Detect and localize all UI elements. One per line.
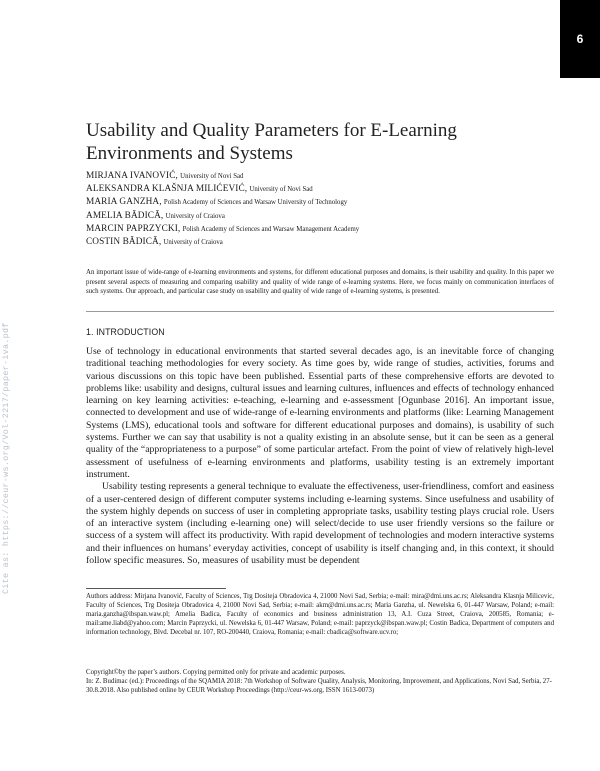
author-affiliation: Polish Academy of Sciences and Warsaw Management Academy: [182, 225, 360, 233]
author-affiliation: University of Craiova: [165, 212, 225, 220]
section-heading-introduction: 1. INTRODUCTION: [86, 327, 165, 337]
abstract-divider: [86, 311, 554, 312]
author-name: MARCIN PAPRZYCKI: [86, 223, 178, 234]
author-list: [86, 170, 546, 249]
author-affiliation: University of Novi Sad: [180, 173, 244, 180]
author-name: MARIA GANZHA: [86, 197, 160, 208]
footnote-divider: [86, 588, 226, 589]
abstract: An important issue of wide-range of e-learning environments and systems, for different educational purposes and domains, is their usability and quality. In this paper we present several aspects of measuring and comparing usability and quality of wide range of e-learning systems. Here, we focus mainly on communication interfaces of such systems. Our approach, and particular case study on usability and quality of wide range of e-learning systems, is presented.: [86, 269, 554, 295]
author-entry: MARCIN PAPRZYCKI, Polish Academy of Sciences and Warsaw Management Academy: [86, 223, 360, 234]
page-number: 6: [576, 32, 584, 46]
paper-title: Usability and Quality Parameters for E-Learning Environments and Systems: [86, 120, 457, 164]
introduction-body: [86, 346, 554, 567]
authors-address-footnote: Authors address: Mirjana Ivanović, Faculty of Sciences, Trg Dositeja Obradovica 4, 21000 Novi Sad, Serbia; e-mail: mira@dmi.uns.ac.rs; Aleksandra Klasnja Milicevic, Faculty of Sciences, Trg Dositeja Obradovica 4, 21000 Novi Sad, Serbia; e-mail: akm@dmi.uns.ac.rs; Maria Ganzha, ul. Newelska 6, 01-447 Warsaw, Poland; e-mail: maria.ganzha@ibspan.waw.pl; Amelia Badica, Faculty of economics and business administration 13, A.I. Cuza Street, Craiova, 200585, Romania; e-mail:ame.liabd@yahoo.com; Marcin Paprzycki, ul. Newelska 6, 01-447 Warsaw, Poland; e-mail: paprzyck@ibspan.waw.pl; Costin Badica, Department of computers and information technology, Blvd. Decebal nr. 107, RO-200440, Craiova, Romania; e-mail: cbadica@software.ucv.ro;: [86, 593, 554, 637]
author-name: MIRJANA IVANOVIĆ: [86, 171, 176, 181]
author-name: AMELIA BĂDICĂ: [86, 210, 161, 221]
author-entry: MIRJANA IVANOVIĆ, University of Novi Sad: [86, 171, 244, 181]
body-paragraph: Usability testing represents a general technique to evaluate the effectiveness, user-friendliness, comfort and easiness of a user-centered design of different computer systems including e-learning systems. Since usefulness and usability of the system highly depends on success of user in completing appropriate tasks, usability testing plays crucial role. Users of an interactive system (including e-learning one) will select/decide to use user friendly versions so the failure or success of a system will affect its productivity. With rapid development of technologies and modern interactive systems and their influences on humans’ everyday activities, concept of usability is itself changing and, in this context, it should follow specific measures. So, measures of usability must be dependent: [86, 481, 554, 567]
copyright-notice: [86, 668, 554, 695]
author-affiliation: University of Craiova: [163, 239, 223, 247]
author-entry: AMELIA BĂDICĂ, University of Craiova: [86, 210, 225, 221]
author-name: COSTIN BĂDICĂ: [86, 237, 159, 248]
body-paragraph: Use of technology in educational environments that started several decades ago, is an inevitable force of changing traditional teaching methodologies for every society. As time goes by, wide range of studies, activities, forums and various discussions on this topic have been published. Essential parts of these comprehensive efforts are devoted to problems like: usability and designs, cultural issues and learning cultures, influences and effects of technology enhanced learning on key learning activities: e-teaching, e-learning and e-assessment [Ogunbase 2016]. An important issue, connected to development and use of wide-range of e-learning environments and platforms (like: Learning Management Systems (LMS), educational tools and software for different educational purposes and domains), is usability of such systems. Further we can say that usability is not a quality existing in an absolute sense, but it can be seen as a general quality of the “appropriateness to a purpose” of some particular artefact. From the point of view of relatively high-level assessment of usefulness of e-learning environments and platforms, usability testing is an extremely important instrument.: [86, 346, 554, 480]
proceedings-line: In: Z. Budimac (ed.): Proceedings of the SQAMIA 2018: 7th Workshop of Software Quality, Analysis, Monitoring, Improvement, and Applications, Novi Sad, Serbia, 27-30.8.2018. Also published online by CEUR Workshop Proceedings (http://ceur-ws.org, ISSN 1613-0073): [86, 678, 552, 695]
copyright-line: Copyright©by the paper’s authors. Copying permitted only for private and academic purposes.: [86, 669, 346, 676]
author-name: ALEKSANDRA KLAŠNJA MILIĆEVIĆ: [86, 184, 245, 195]
author-affiliation: University of Novi Sad: [249, 186, 313, 194]
author-affiliation: Polish Academy of Sciences and Warsaw University of Technology: [163, 199, 348, 207]
author-entry: COSTIN BĂDICĂ, University of Craiova: [86, 237, 223, 248]
page-number-tab: [560, 0, 600, 78]
author-entry: MARIA GANZHA, Polish Academy of Sciences and Warsaw University of Technology: [86, 197, 348, 208]
author-entry: ALEKSANDRA KLAŠNJA MILIĆEVIĆ, University of Novi Sad: [86, 184, 313, 195]
side-watermark: Cite as: https://ceur-ws.org/Vol-2217/paper-iva.pdf: [1, 322, 11, 594]
